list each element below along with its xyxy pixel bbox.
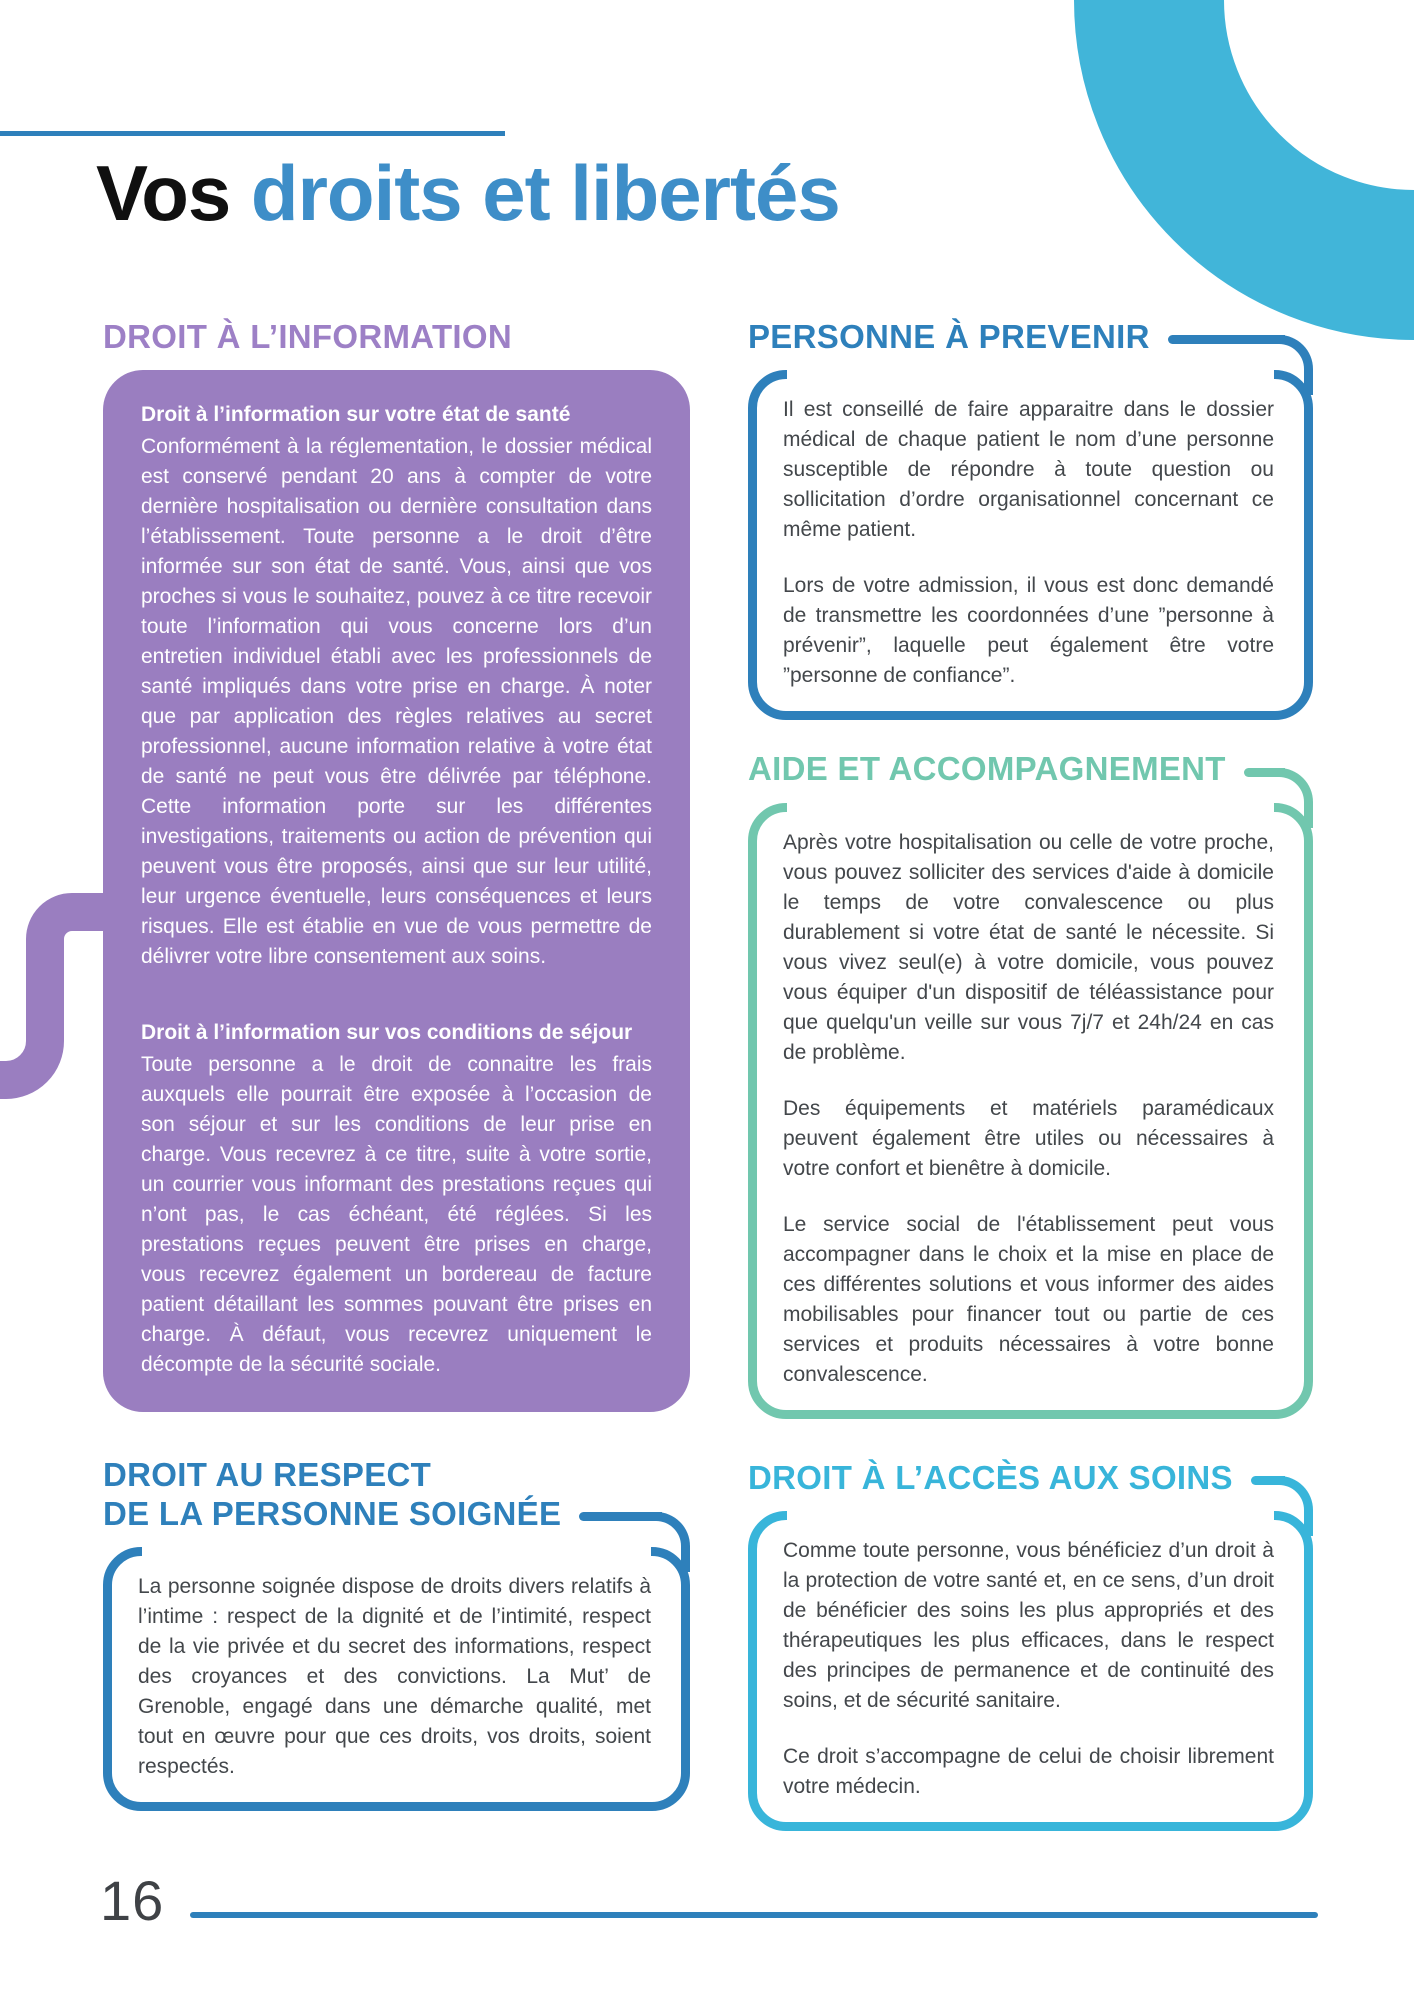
info-group-sejour xyxy=(141,1018,652,1380)
section-heading-droit-information: DROIT À L’INFORMATION xyxy=(103,318,512,355)
heading-lead-line xyxy=(579,1512,690,1521)
section-heading-row xyxy=(748,318,1313,356)
info-purple-box xyxy=(103,370,690,1412)
left-column xyxy=(103,318,690,1811)
section-heading-row xyxy=(103,1456,690,1533)
aide-paragraph-1: Après votre hospitalisation ou celle de votre proche, vous pouvez solliciter des services d'aide à domicile le temps de votre convalescence ou plus durablement si votre état de santé le nécessite. Si vous vivez seul(e) à votre domicile, vous pouvez vous équiper d'un dispositif de téléassistance pour que quelqu'un veille sur vous 7j/7 et 24h/24 en cas de problème. xyxy=(783,830,1274,1064)
section-droit-acces-soins xyxy=(748,1459,1313,1831)
prevenir-card xyxy=(748,370,1313,720)
section-heading-aide-accompagnement: AIDE ET ACCOMPAGNEMENT xyxy=(748,750,1226,788)
section-droit-respect xyxy=(103,1456,690,1811)
corner-ring-shape xyxy=(1074,0,1414,340)
acces-paragraph-2: Ce droit s’accompagne de celui de choisir librement votre médecin. xyxy=(783,1744,1274,1798)
section-personne-a-prevenir xyxy=(748,318,1313,720)
page-number: 16 xyxy=(100,1869,165,1932)
aide-paragraph-3: Le service social de l'établissement peut vous accompagner dans le choix et la mise en place de ces différentes solutions et vous informer des aides mobilisables pour financer tout ou partie de ces services et produits nécessaires à votre bonne convalescence. xyxy=(783,1212,1274,1386)
respect-paragraph: La personne soignée dispose de droits divers relatifs à l’intime : respect de la dignité et de l’intimité, respect de la vie privée et du secret des informations, respect des croyances et des convictions. La Mut’ de Grenoble, engagé dans une démarche qualité, met tout en œuvre pour que ces droits, vos droits, soient respectés. xyxy=(138,1574,651,1778)
right-column xyxy=(748,318,1313,1831)
page-title-black: Vos xyxy=(96,149,231,237)
info-paragraph-sejour: Toute personne a le droit de connaitre les frais auxquels elle pourrait être exposée à l’occasion de son séjour et sur les conditions de leur prise en charge. Vous recevrez à ce titre, suite à votre sortie, un courrier vous informant des prestations reçues qui n’ont pas, le cas échéant, été réglées. Si les prestations reçues peuvent être prises en charge, vous recevrez également un bordereau de facture patient détaillant les sommes pouvant être prises en charge. À défaut, vous recevrez uniquement le décompte de la sécurité sociale. xyxy=(141,1053,652,1377)
section-heading-personne-a-prevenir: PERSONNE À PREVENIR xyxy=(748,318,1150,355)
heading-lead-line xyxy=(1244,768,1313,777)
aide-card xyxy=(748,803,1313,1419)
footer-rule xyxy=(190,1912,1318,1918)
section-heading-row xyxy=(103,318,690,370)
respect-card xyxy=(103,1547,690,1811)
top-rule xyxy=(0,131,505,136)
prevenir-paragraph-1: Il est conseillé de faire apparaitre dans le dossier médical de chaque patient le nom d’une personne susceptible de répondre à toute question ou sollicitation d’ordre organisationnel concernant ce même patient. xyxy=(783,398,1274,542)
aide-paragraph-2: Des équipements et matériels paramédicaux peuvent également être utiles ou nécessaires à votre confort et bienêtre à domicile. xyxy=(783,1096,1274,1180)
info-subheading-etat-sante: Droit à l’information sur votre état de santé xyxy=(141,403,571,427)
page-title xyxy=(96,148,840,239)
section-aide-accompagnement xyxy=(748,750,1313,1418)
section-heading-row xyxy=(748,1459,1313,1497)
section-heading-droit-respect: DROIT AU RESPECT DE LA PERSONNE SOIGNÉE xyxy=(103,1456,562,1532)
info-paragraph-etat-sante: Conformément à la réglementation, le dossier médical est conservé pendant 20 ans à compter de votre dernière hospitalisation ou dernière consultation dans l’établissement. Toute personne a le droit d’être informée sur son état de santé. Vous, ainsi que vos proches si vous le souhaitez, pouvez à ce titre recevoir toute l’information qui vous concerne lors d’un entretien individuel établi avec les professionnels de santé impliqués dans votre prise en charge. À noter que par application des règles relatives au secret professionnel, aucune information relative à votre état de santé ne peut vous être délivrée par téléphone. Cette information porte sur les différentes investigations, traitements ou action de prévention qui peuvent vous être proposés, ainsi que sur leur utilité, leur urgence éventuelle, leurs conséquences et leurs risques. Elle est établie en vue de vous permettre de délivrer votre libre consentement aux soins. xyxy=(141,435,652,969)
heading-lead-line xyxy=(1168,335,1313,344)
page-title-blue: droits et libertés xyxy=(230,149,840,237)
info-subheading-sejour: Droit à l’information sur vos conditions de séjour xyxy=(141,1021,633,1045)
section-heading-droit-acces-soins: DROIT À L’ACCÈS AUX SOINS xyxy=(748,1458,1233,1496)
section-droit-information xyxy=(103,318,690,1412)
section-heading-row xyxy=(748,750,1313,788)
prevenir-paragraph-2: Lors de votre admission, il vous est donc demandé de transmettre les coordonnées d’une ”personne à prévenir”, laquelle peut également être votre ”personne de confiance”. xyxy=(783,574,1274,688)
acces-paragraph-1: Comme toute personne, vous bénéficiez d’un droit à la protection de votre santé et, en ce sens, d’un droit de bénéficier des soins les plus appropriés et des thérapeutiques les plus efficaces, dans le respect des principes de permanence et de continuité des soins, et de sécurité sanitaire. xyxy=(783,1538,1274,1712)
acces-card xyxy=(748,1511,1313,1831)
heading-lead-line xyxy=(1251,1476,1313,1485)
